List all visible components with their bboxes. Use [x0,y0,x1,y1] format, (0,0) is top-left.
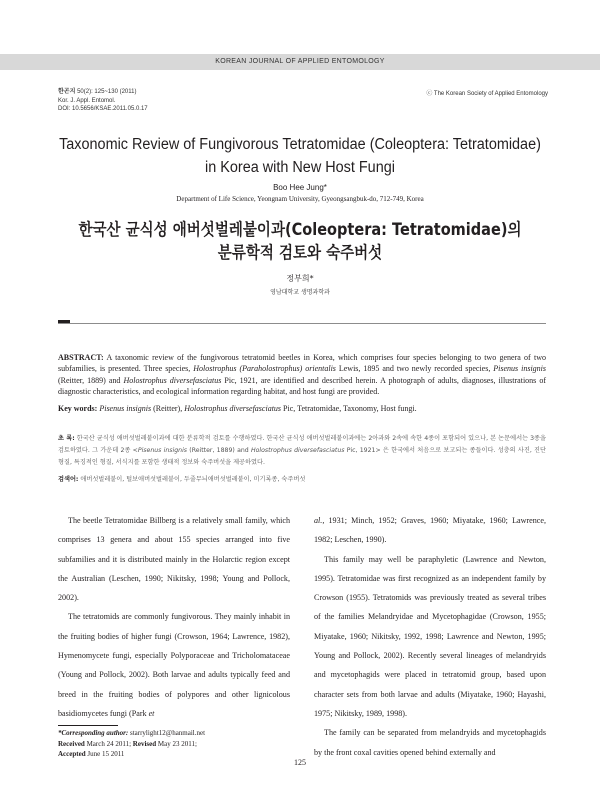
abstract-ko [58,433,546,469]
copyright-notice: ⓒ The Korean Society of Applied Entomology [426,91,548,97]
abstract-ko-label: 초 록: [58,435,75,442]
keywords-text: (Reitter), [151,404,185,413]
footnote-rule [58,725,118,726]
body-italic: et [148,708,155,718]
abstract-ko-text: Pic, 1921> 은 한국에서 처음으로 보고되는 종들이다. 성충의 사진, 진단 형질, 특징적인 형질, 서식지를 포함한 생태적 정보와 숙주버섯을 제공하였다. [58,447,546,466]
abstract-ko-text: (Reitter, 1889) and [187,447,251,454]
species-name: Holostrophus (Paraholostrophus) orientalis [193,364,336,374]
body-italic: al. [314,516,323,525]
divider [58,323,546,324]
species-name: Pisenus insignis [493,364,546,374]
revised-label: Revised [132,739,157,748]
revised-date: May 23 2011; [157,739,197,748]
abstract-en [58,352,546,398]
species-name: Holostrophus diversefasciatus [250,447,345,454]
title-ko-line-2: 분류학적 검토와 숙주버섯 [217,243,383,262]
doi: DOI: 10.5656/KSAE.2011.05.0.17 [58,106,148,112]
body-column-left [58,511,290,723]
keywords-en [58,404,546,413]
keywords-ko-label: 검색어: [58,476,79,483]
citation-abbr: Kor. J. Appl. Entomol. [58,97,116,104]
species-name: Holostrophus diversefasciatus [184,404,282,413]
article-title-en [58,133,542,179]
received-label: Received [58,739,85,748]
abstract-text: Pic, 1921, are identified and described herein. A photograph of adults, diagnoses, illustrations of diagnostic characteristics, and ecological information regarding habitat, and host fungi are provided. [58,375,547,397]
body-paragraph: The family can be separated from melandryids and mycetophagids by the front coxal cavities opened behind externally and [314,728,546,757]
abstract-ko-text: 한국산 균식성 애버섯벌레붙이과에 대한 분류학적 검토를 수행하였다. 한국산 균식성 애버섯벌레붙이과에는 2아과와 2속에 속한 4종이 포함되어 있으나, 본 논문에서는 3종을 검토하였다. 그 가운데 2종 < [58,435,546,454]
article-title-ko [71,218,529,264]
title-ko-line-1: 한국산 균식성 애버섯벌레붙이과(Coleoptera: Tetratomidae)의 [78,220,522,239]
affiliation-ko: 영남대학교 생명과학과 [270,289,330,296]
species-name: Pisenus insignis [137,447,188,454]
body-paragraph-text: The tetratomids are commonly fungivorous. They mainly inhabit in the fruiting bodies of higher fungi (Crowson, 1964; Lawrence, 1982), Hymenomycete fungi, especially Polyporaceae and Tricholomataceae (Young and Pollock, 2002). Both larvae and adults typically feed and breed in the fruiting bodies of polypores and other lignicolous basidiomycetes fungi (Park [58,612,290,718]
citation-block [58,88,148,114]
abstract-text: Lewis, 1895 and two newly recorded species, [335,364,494,374]
corresponding-label: *Corresponding author: [58,729,129,737]
body-paragraph [314,511,546,550]
footnote [58,728,205,760]
title-en-line-2: in Korea with New Host Fungi [205,159,395,176]
abstract-text: (Reitter, 1889) and [58,375,124,385]
author-en: Boo Hee Jung* [273,183,327,192]
body-paragraph: The beetle Tetratomidae Billberg is a relatively small family, which comprises 13 genera and about 155 species arranged into five subfamilies and it is distributed mainly in the Holarctic region except the Australian (Leschen, 1990; Nikitsky, 1998; Young and Pollock, 2002). [58,516,290,603]
abstract-text: A taxonomic review of the fungivorous tetratomid beetles in Korea, which comprises four species belonging to two genera of two subfamilies, is presented. Three species, [58,353,546,374]
keywords-label: Key words: [58,404,98,413]
received-date: March 24 2011; [86,739,132,748]
keywords-text: Pic, Tetratomidae, Taxonomy, Host fungi. [281,404,417,413]
species-name: Holostrophus diversefasciatus [123,375,222,385]
author-ko: 정부희* [286,274,314,283]
citation-ko: 한곤지 [58,89,76,95]
title-en-line-1: Taxonomic Review of Fungivorous Tetratomidae (Coleoptera: Tetratomidae) [59,136,541,153]
keywords-ko [58,474,546,483]
journal-banner [0,54,600,70]
journal-name: KOREAN JOURNAL OF APPLIED ENTOMOLOGY [215,58,385,65]
body-column-right [314,511,546,762]
abstract-label: ABSTRACT: [58,353,104,362]
keywords-ko-text: 애버섯벌레붙이, 털보애버섯벌레붙이, 두줄무늬애버섯벌레붙이, 미기록종, 숙주버섯 [78,476,306,483]
body-paragraph-text: , 1931; Minch, 1952; Graves, 1960; Miyatake, 1960; Lawrence, 1982; Leschen, 1990). [314,516,546,545]
citation-volume: 50(2): 125~130 (2011) [77,89,137,95]
accepted-date: June 15 2011 [87,750,125,758]
page-number: 125 [294,758,306,767]
species-name: Pisenus insignis [99,404,152,413]
affiliation-en: Department of Life Science, Yeongnam University, Gyeongsangbuk-do, 712-749, Korea [176,195,424,203]
accepted-label: Accepted [58,750,86,758]
body-paragraph: This family may well be paraphyletic (Lawrence and Newton, 1995). Tetratomidae was first recognized as an independent family by Crowson (1955). Tetratomids was previously treated as several tribes of the families Melandryidae and Mycetophagidae (Crowson, 1955; Miyatake, 1960; Nikitsky, 1992, 1998; Lawrence and Newton, 1995; Young and Pollock, 2002). Recently several lineages of melandryids and mycetophagids were placed in tetratomid group, based upon character sets from both larvae and adults (Miyatake, 1960; Hayashi, 1975; Nikitsky, 1989, 1998). [314,554,546,718]
corresponding-email: starrylight12@hanmail.net [129,729,206,737]
body-paragraph [58,607,290,723]
